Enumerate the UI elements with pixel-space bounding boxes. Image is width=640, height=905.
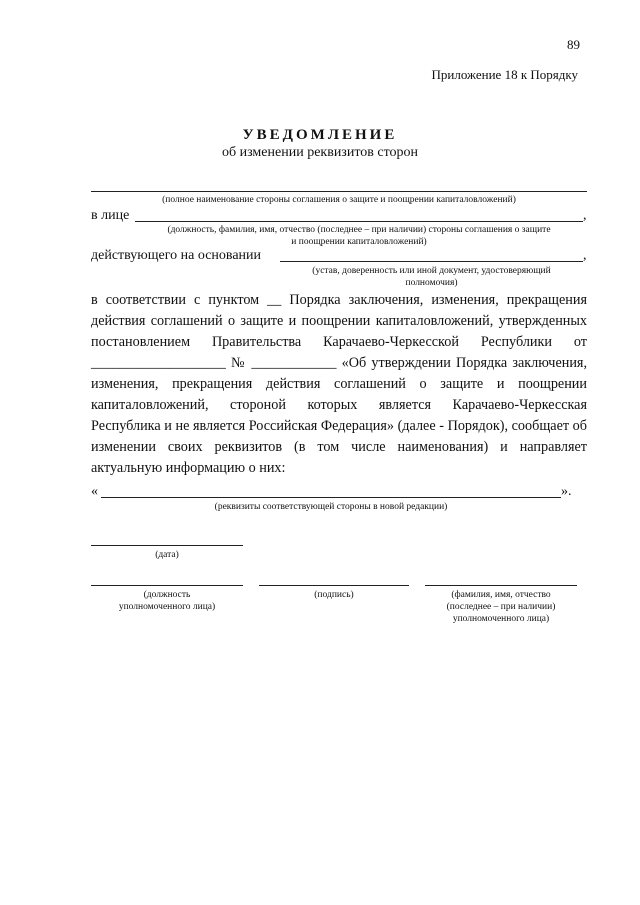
comma-1: ,	[583, 208, 587, 223]
document-subtitle: об изменении реквизитов сторон	[221, 145, 419, 160]
signature-line[interactable]	[259, 585, 409, 586]
in-person-label: в лице	[91, 208, 130, 223]
requisites-close-quote: ».	[561, 484, 572, 499]
position-line[interactable]	[91, 585, 243, 586]
date-caption: (дата)	[155, 550, 179, 560]
date-line[interactable]	[91, 545, 243, 546]
appendix-reference: Приложение 18 к Порядку	[431, 67, 578, 82]
representative-caption: (должность, фамилия, имя, отчество (последнее – при наличии) стороны соглашения о защите и поощрении капиталовложений)	[167, 225, 551, 247]
party-name-line[interactable]	[91, 191, 587, 192]
representative-line[interactable]	[135, 221, 583, 222]
notification-body: в соответствии с пунктом __ Порядка заключения, изменения, прекращения действия соглашений о защите и поощрении капиталовложений, утвержденных постановлением Правительства Карачаево-Черкесской Республики от ___________________ № ____________ «Об утверждении Порядка заключения, изменения, прекращения действия соглашений о защите и поощрении капиталовложений, стороной которых является Карачаево-Черкесская Республика и не является Российская Федерация» (далее - Порядок), сообщает об изменении своих реквизитов (в том числе наименования) и направляет актуальную информацию о них:	[91, 292, 587, 476]
basis-document-caption: (устав, доверенность или иной документ, удостоверяющий полномочия)	[312, 266, 551, 288]
signature-caption: (подпись)	[314, 590, 354, 600]
requisites-line[interactable]	[101, 497, 561, 498]
full-name-caption: (фамилия, имя, отчество (последнее – при наличии) уполномоченного лица)	[446, 590, 556, 624]
page-number: 89	[567, 37, 580, 52]
basis-document-line[interactable]	[280, 261, 583, 262]
comma-2: ,	[583, 248, 587, 263]
full-name-line[interactable]	[425, 585, 577, 586]
acting-basis-label: действующего на основании	[91, 248, 262, 263]
requisites-open-quote: «	[91, 484, 98, 499]
position-caption: (должность уполномоченного лица)	[118, 590, 216, 612]
requisites-caption: (реквизиты соответствующей стороны в новой редакции)	[214, 502, 448, 512]
party-name-caption: (полное наименование стороны соглашения о защите и поощрении капиталовложений)	[162, 195, 516, 205]
document-title: УВЕДОМЛЕНИЕ	[242, 127, 398, 143]
